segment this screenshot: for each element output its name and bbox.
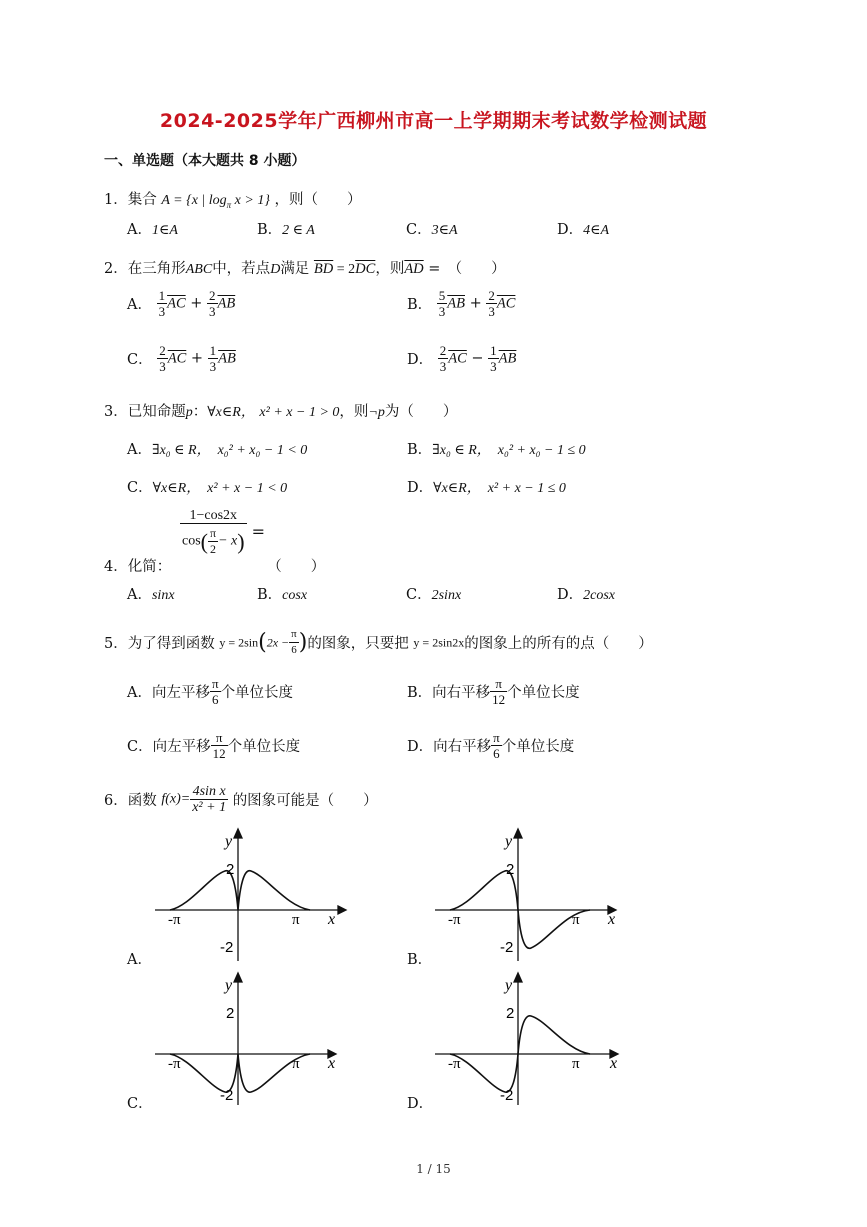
y-axis-label: y [225, 833, 233, 850]
q6-option-c[interactable]: C． [127, 1096, 153, 1112]
graph-option-d[interactable] [430, 970, 630, 1110]
svg-text:π: π [572, 1056, 580, 1072]
graph-option-b[interactable] [430, 826, 630, 966]
svg-text:x: x [610, 1055, 618, 1072]
q5-option-b[interactable]: B．向右平移 $\frac{\pi}{12}$ 个单位长度 [407, 676, 580, 707]
q4-option-a[interactable]: A．sinx [127, 587, 175, 603]
q2-option-d[interactable]: D． $\frac{2}{3}$ $\overline{AC}$ − $\frac{1}{3}$ $\overline{AB}$ [407, 343, 517, 374]
svg-text:π: π [292, 912, 300, 928]
svg-text:y: y [225, 977, 233, 994]
q6-option-a[interactable]: A． [127, 952, 152, 968]
question-3-stem: 3．已知命题p：∀x∈R， x² + x − 1 > 0，则¬p为（ ） [104, 404, 458, 420]
question-4-stem: 4．化简： （ ） [104, 559, 326, 575]
svg-text:y: y [505, 977, 513, 994]
svg-text:-2: -2 [220, 939, 234, 956]
q5-option-c[interactable]: C．向左平移 $\frac{\pi}{12}$ 个单位长度 [127, 730, 301, 761]
question-1-stem: 1．集合 A = {x | $\log_\pi x > 1$} ，则（ ） [104, 192, 362, 210]
q4-option-d[interactable]: D．2cosx [557, 587, 616, 603]
page-number: 1 / 15 [416, 1162, 451, 1176]
q3-option-d[interactable]: D．∀x∈R， x² + x − 1 ≤ 0 [407, 480, 566, 496]
page-title: 2024-2025学年广西柳州市高一上学期期末考试数学检测试题 [159, 110, 708, 132]
x-axis-label: x [328, 911, 336, 928]
svg-text:-π: -π [168, 1056, 181, 1072]
q3-option-a[interactable]: A．∃x₀ ∈ R， x₀² + x₀ − 1 < 0 [127, 442, 308, 458]
svg-text:-2: -2 [500, 1087, 514, 1104]
question-5-stem: 5．为了得到函数 y = 2sin(2x − $\frac{\pi}{6}$ )的图象，只要把 y = 2sin2x的图象上的所有的点（ ） [104, 628, 653, 656]
q2-option-a[interactable]: A． $\frac{1}{3}$ $\overline{AC}$ + $\frac{2}{3}$ $\overline{AB}$ [127, 288, 236, 319]
svg-text:2: 2 [506, 861, 515, 878]
svg-text:x: x [328, 1055, 336, 1072]
svg-text:π: π [292, 1056, 300, 1072]
q1-option-c[interactable]: C．3∈A [406, 222, 458, 238]
q2-option-c[interactable]: C． $\frac{2}{3}$ $\overline{AC}$ + $\frac{1}{3}$ $\overline{AB}$ [127, 343, 236, 374]
q4-option-b[interactable]: B．cosx [257, 587, 308, 603]
q1-option-a[interactable]: A．1∈A [127, 222, 178, 238]
q4-expression: 1−cos2x cos( $\frac{\pi}{2}$ − x) = [182, 508, 266, 556]
svg-text:π: π [572, 912, 580, 928]
q4-option-c[interactable]: C．2sinx [406, 587, 462, 603]
svg-text:-2: -2 [500, 939, 514, 956]
q1-option-b[interactable]: B．2 ∈ A [257, 222, 315, 238]
q2-option-b[interactable]: B． $\frac{5}{3}$ $\overline{AB}$ + $\frac{2}{3}$ $\overline{AC}$ [407, 288, 516, 319]
svg-text:-π: -π [448, 912, 461, 928]
q6-option-b[interactable]: B． [407, 952, 433, 968]
svg-text:-π: -π [168, 912, 181, 928]
section-heading: 一、单选题（本大题共 8 小题） [104, 153, 306, 169]
svg-text:2: 2 [226, 861, 235, 878]
q3-option-c[interactable]: C．∀x∈R， x² + x − 1 < 0 [127, 480, 288, 496]
q1-option-d[interactable]: D．4∈A [557, 222, 610, 238]
graph-option-a[interactable] [150, 826, 350, 966]
svg-text:x: x [608, 911, 616, 928]
q5-option-a[interactable]: A．向左平移 $\frac{\pi}{6}$ 个单位长度 [127, 676, 294, 707]
q6-option-d[interactable]: D． [407, 1096, 434, 1112]
svg-text:2: 2 [506, 1005, 515, 1022]
svg-text:2: 2 [226, 1005, 235, 1022]
question-2-stem: 2．在三角形ABC中，若点D满足 $\overline{BD} = 2\overline{DC}$，则$\overline{AD}$ = （ ） [104, 261, 506, 277]
svg-text:y: y [505, 833, 513, 850]
q3-option-b[interactable]: B．∃x₀ ∈ R， x₀² + x₀ − 1 ≤ 0 [407, 442, 586, 458]
svg-text:-2: -2 [220, 1087, 234, 1104]
q5-option-d[interactable]: D．向右平移 $\frac{\pi}{6}$ 个单位长度 [407, 730, 575, 761]
question-6-stem: 6．函数 f(x)= $\frac{\text{4sin x}}{\text{x² + 1}}$ 的图象可能是（ ） [104, 784, 378, 815]
svg-text:-π: -π [448, 1056, 461, 1072]
graph-option-c[interactable] [150, 970, 350, 1110]
